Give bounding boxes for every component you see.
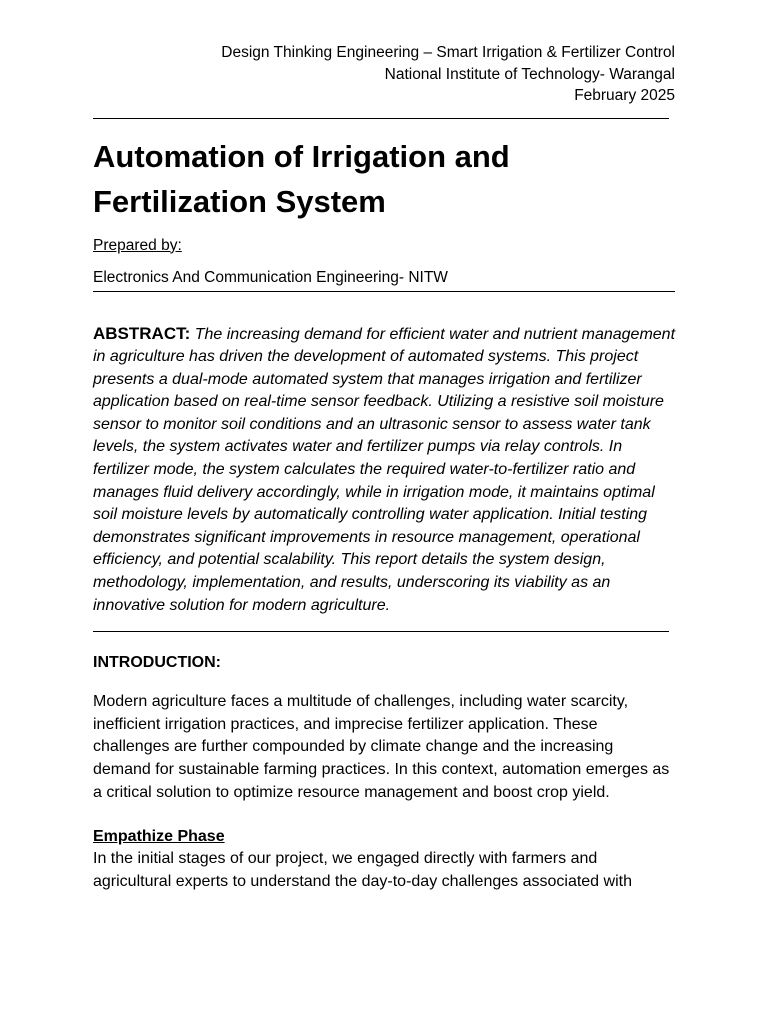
abstract-divider <box>93 631 669 632</box>
header-date-line: February 2025 <box>574 87 675 104</box>
empathize-phase-heading: Empathize Phase <box>93 828 225 846</box>
document-title <box>93 134 675 224</box>
title-line-1: Automation of Irrigation and <box>93 138 510 174</box>
header-institute-line: National Institute of Technology- Warangal <box>384 65 675 83</box>
prepared-by-label: Prepared by: <box>93 236 182 254</box>
abstract-text: The increasing demand for efficient water and nutrient management in agriculture has driven the development of automated systems. This project presents a dual-mode automated system that manages irrigation and fertilizer application based on real-time sensor feedback. Utilizing a resistive soil moisture sensor to monitor soil conditions and an ultrasonic sensor to assess water tank levels, the system activates water and fertilizer pumps via relay controls. In fertilizer mode, the system calculates the required water-to-fertilizer ratio and manages fluid delivery accordingly, while in irrigation mode, it maintains optimal soil moisture levels by automatically controlling water application. Initial testing demonstrates significant improvements in resource management, operational efficiency, and potential scalability. This report details the system design, methodology, implementation, and results, underscoring its viability as an innovative solution for modern agriculture. <box>93 325 676 614</box>
abstract-section <box>93 323 675 618</box>
department-name: Electronics And Communication Engineering- NITW <box>93 268 448 286</box>
header-course-line: Design Thinking Engineering – Smart Irrigation & Fertilizer Control <box>221 44 675 61</box>
introduction-heading: INTRODUCTION: <box>93 654 221 672</box>
abstract-label: ABSTRACT: <box>93 323 191 343</box>
page-content <box>93 42 675 893</box>
empathize-phase-text: In the initial stages of our project, we engaged directly with farmers and agricultural experts to understand the day-to-day challenges associated with <box>93 850 632 890</box>
document-header <box>93 42 675 107</box>
header-divider <box>93 118 669 119</box>
title-divider <box>93 291 675 292</box>
introduction-text: Modern agriculture faces a multitude of challenges, including water scarcity, inefficient irrigation practices, and imprecise fertilizer application. These challenges are further compounded by climate change and the increasing demand for sustainable farming practices. In this context, automation emerges as a critical solution to optimize resource management and boost crop yield. <box>93 693 670 801</box>
title-line-2: Fertilization System <box>93 183 386 219</box>
